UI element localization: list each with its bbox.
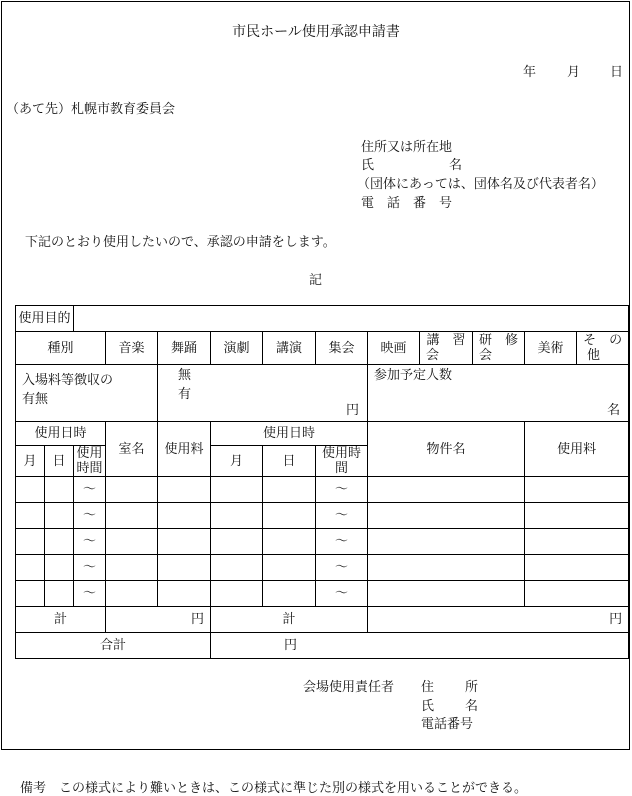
fee-cell-left[interactable] [158, 581, 211, 607]
day-cell-left[interactable] [45, 555, 74, 581]
fee-cell-left[interactable] [158, 555, 211, 581]
room-cell[interactable] [106, 581, 158, 607]
fee-none-option[interactable]: 無 [178, 368, 192, 383]
usage-fee-header-right: 使用料 [525, 422, 629, 477]
time-cell-right[interactable]: ～ [316, 477, 368, 503]
category-film[interactable]: 映画 [368, 332, 420, 365]
purpose-field[interactable] [74, 306, 629, 332]
time-cell-left[interactable]: ～ [74, 555, 106, 581]
request-statement: 下記のとおり使用したいので、承認の申請をします。 [25, 235, 336, 250]
ki-heading: 記 [309, 273, 323, 288]
day-cell-right[interactable] [263, 477, 316, 503]
fee-field[interactable] [158, 365, 368, 422]
item-name-header: 物件名 [368, 422, 525, 477]
fee-yes-option[interactable]: 有 [178, 387, 192, 402]
total-row [16, 633, 629, 659]
category-meeting[interactable]: 集会 [316, 332, 368, 365]
month-cell-right[interactable] [211, 555, 263, 581]
responsible-address-2: 所 [465, 680, 479, 695]
day-cell-left[interactable] [45, 477, 74, 503]
month-cell-right[interactable] [211, 477, 263, 503]
month-cell-left[interactable] [16, 503, 45, 529]
applicant-name-label-2: 名 [449, 158, 463, 173]
room-cell[interactable] [106, 477, 158, 503]
category-course-line2: 会 [426, 348, 440, 363]
time-cell-right[interactable]: ～ [316, 581, 368, 607]
fee-label-line2: 有無 [22, 392, 49, 407]
day-cell-left[interactable] [45, 503, 74, 529]
fee-cell-right[interactable] [525, 555, 629, 581]
fee-cell-right[interactable] [525, 581, 629, 607]
category-art[interactable]: 美術 [525, 332, 577, 365]
fee-cell-right[interactable] [525, 529, 629, 555]
category-other-line2: 他 [587, 348, 601, 363]
subtotal-label-right[interactable]: 計 [211, 607, 368, 633]
item-cell[interactable] [368, 477, 525, 503]
day-cell-right[interactable] [263, 529, 316, 555]
month-cell-left[interactable] [16, 477, 45, 503]
usage-datetime-header-left: 使用日時 [16, 422, 106, 446]
category-study-line2: 会 [479, 348, 493, 363]
date-day: 日 [610, 65, 624, 80]
room-name-header: 室名 [106, 422, 158, 477]
usage-row [16, 581, 629, 607]
remarks-note: 備考 この様式により難いときは、この様式に準じた別の様式を用いることができる。 [20, 781, 528, 796]
item-cell[interactable] [368, 555, 525, 581]
category-course[interactable] [420, 332, 473, 365]
fee-collection-label [16, 365, 158, 422]
document-title: 市民ホール使用承認申請書 [232, 24, 400, 40]
purpose-label: 使用目的 [16, 306, 74, 332]
fee-yen-unit: 円 [346, 403, 360, 418]
month-cell-right[interactable] [211, 581, 263, 607]
applicant-phone-label: 電 話 番 号 [361, 196, 453, 211]
month-cell-left[interactable] [16, 581, 45, 607]
category-lecture[interactable]: 講演 [263, 332, 316, 365]
category-study-line1: 研 修 [479, 333, 519, 348]
month-cell-right[interactable] [211, 529, 263, 555]
room-cell[interactable] [106, 529, 158, 555]
item-cell[interactable] [368, 503, 525, 529]
time-cell-left[interactable]: ～ [74, 503, 106, 529]
fee-cell-right[interactable] [525, 503, 629, 529]
day-cell-left[interactable] [45, 529, 74, 555]
month-cell-right[interactable] [211, 503, 263, 529]
usage-row [16, 529, 629, 555]
responsible-name-1: 氏 [421, 699, 435, 714]
fee-cell-left[interactable] [158, 503, 211, 529]
month-cell-left[interactable] [16, 555, 45, 581]
time-cell-left[interactable]: ～ [74, 581, 106, 607]
month-cell-left[interactable] [16, 529, 45, 555]
category-study[interactable] [473, 332, 525, 365]
addressee: （あて先）札幌市教育委員会 [6, 102, 176, 117]
time-cell-right[interactable]: ～ [316, 529, 368, 555]
subtotal-row [16, 607, 629, 633]
responsible-name-2: 名 [465, 699, 479, 714]
subtotal-label-left[interactable]: 計 [16, 607, 106, 633]
time-cell-right[interactable]: ～ [316, 503, 368, 529]
time-cell-right[interactable]: ～ [316, 555, 368, 581]
attendees-field[interactable] [368, 365, 629, 422]
day-header-right: 日 [263, 446, 316, 477]
category-other[interactable] [577, 332, 629, 365]
responsible-label: 会場使用責任者 [303, 680, 395, 695]
category-course-line1: 講 習 [426, 333, 466, 348]
responsible-address-1: 住 [421, 680, 435, 695]
item-cell[interactable] [368, 581, 525, 607]
day-cell-right[interactable] [263, 581, 316, 607]
room-cell[interactable] [106, 503, 158, 529]
usage-form-table [15, 305, 629, 659]
total-amount[interactable]: 円 [211, 633, 629, 659]
usage-row [16, 503, 629, 529]
item-cell[interactable] [368, 529, 525, 555]
category-dance[interactable]: 舞踊 [158, 332, 211, 365]
usage-row [16, 477, 629, 503]
attendees-unit: 名 [607, 403, 621, 418]
category-label: 種別 [16, 332, 106, 365]
usage-fee-header-left: 使用料 [158, 422, 211, 477]
month-header-right: 月 [211, 446, 263, 477]
applicant-name-label-1: 氏 [361, 158, 375, 173]
subtotal-amount-right[interactable]: 円 [368, 607, 629, 633]
usage-time-header-left: 使用時間 [74, 446, 106, 477]
total-label: 合計 [16, 633, 211, 659]
applicant-group-note: （団体にあっては、団体名及び代表者名） [357, 177, 604, 192]
usage-datetime-header-right: 使用日時 [211, 422, 368, 446]
attendees-label: 参加予定人数 [374, 368, 453, 383]
day-header-left: 日 [45, 446, 74, 477]
applicant-address-label: 住所又は所在地 [361, 140, 453, 155]
fee-cell-right[interactable] [525, 477, 629, 503]
fee-label-line1: 入場料等徴収の [22, 373, 114, 388]
subtotal-amount-left[interactable]: 円 [106, 607, 211, 633]
date-month: 月 [567, 65, 581, 80]
category-music[interactable]: 音楽 [106, 332, 158, 365]
room-cell[interactable] [106, 555, 158, 581]
date-year: 年 [523, 65, 537, 80]
category-other-line1: そ の [583, 333, 623, 348]
time-cell-left[interactable]: ～ [74, 529, 106, 555]
time-cell-left[interactable]: ～ [74, 477, 106, 503]
usage-time-header-right: 使用時間 [316, 446, 368, 477]
usage-row [16, 555, 629, 581]
day-cell-right[interactable] [263, 503, 316, 529]
day-cell-left[interactable] [45, 581, 74, 607]
month-header-left: 月 [16, 446, 45, 477]
fee-cell-left[interactable] [158, 529, 211, 555]
category-drama[interactable]: 演劇 [211, 332, 263, 365]
fee-cell-left[interactable] [158, 477, 211, 503]
day-cell-right[interactable] [263, 555, 316, 581]
responsible-phone: 電話番号 [421, 717, 474, 732]
